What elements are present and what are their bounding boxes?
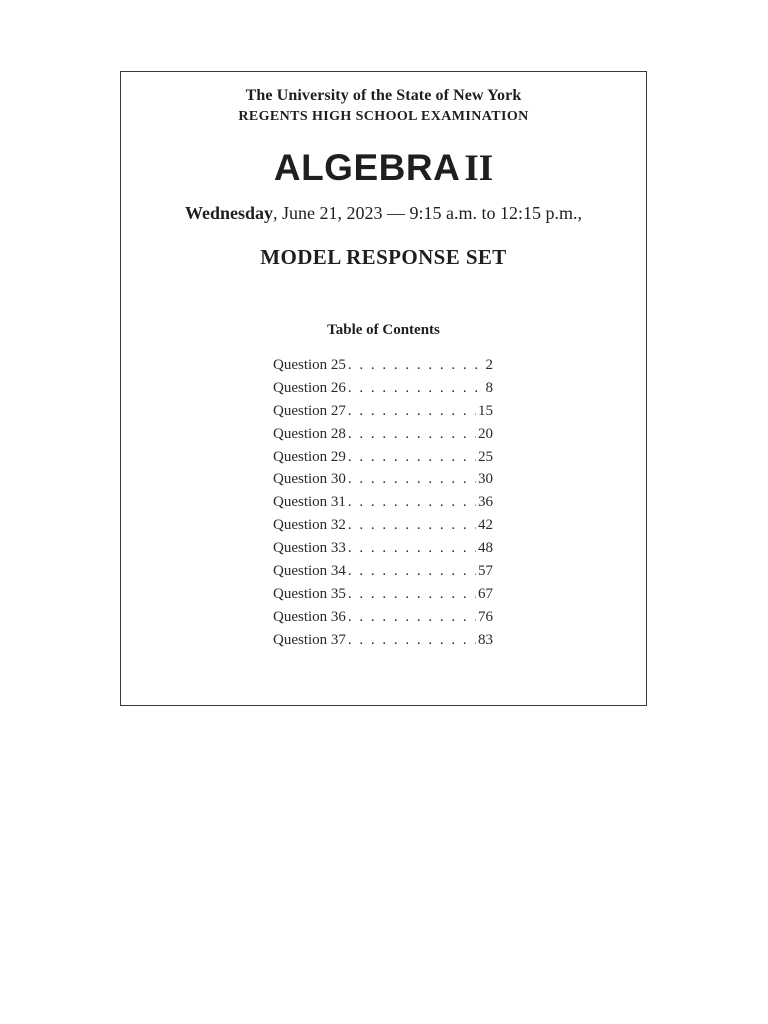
toc-leader-dots — [348, 560, 476, 583]
toc-entry-label: Question 27 — [273, 402, 346, 419]
toc-entry-page: 2 — [485, 357, 493, 373]
toc-leader-dots — [348, 537, 476, 560]
toc-entry — [273, 354, 493, 377]
toc-leader-dots — [348, 377, 484, 400]
exam-subject: ALGEBRA — [273, 147, 461, 188]
toc-entry-page: 83 — [478, 631, 493, 648]
toc-entry-label: Question 26 — [273, 379, 346, 396]
toc-leader-dots — [348, 354, 484, 377]
toc-leader-dots — [348, 400, 476, 423]
toc-entry-page: 8 — [485, 379, 493, 396]
toc-entry-page: 20 — [478, 425, 493, 442]
toc-entry — [273, 606, 493, 629]
toc-entry — [273, 583, 493, 606]
toc-leader-dots — [348, 583, 476, 606]
toc-entry — [273, 377, 493, 400]
table-of-contents — [273, 354, 493, 652]
toc-entry-label: Question 30 — [273, 471, 346, 488]
toc-leader-dots — [348, 446, 476, 469]
toc-entry — [273, 629, 493, 652]
toc-entry — [273, 446, 493, 469]
exam-name: REGENTS HIGH SCHOOL EXAMINATION — [238, 109, 529, 124]
toc-entry-label: Question 34 — [273, 563, 346, 580]
model-response-heading: MODEL RESPONSE SET — [260, 245, 507, 269]
toc-entry-label: Question 32 — [273, 517, 346, 534]
toc-entry-label: Question 33 — [273, 540, 346, 557]
cover-page-frame — [120, 71, 647, 706]
university-name: The University of the State of New York — [245, 87, 522, 104]
toc-leader-dots — [348, 514, 476, 537]
exam-day: Wednesday — [184, 203, 274, 223]
toc-entry-label: Question 31 — [273, 494, 346, 511]
toc-leader-dots — [348, 629, 476, 652]
toc-entry — [273, 400, 493, 423]
toc-entry — [273, 560, 493, 583]
toc-leader-dots — [348, 468, 476, 491]
exam-title — [121, 144, 646, 193]
toc-entry — [273, 491, 493, 514]
toc-leader-dots — [348, 606, 476, 629]
toc-title: Table of Contents — [327, 322, 440, 338]
exam-date-line — [121, 203, 646, 224]
toc-entry-label: Question 28 — [273, 425, 346, 442]
toc-entry-page: 36 — [478, 494, 493, 511]
exam-date-time: , June 21, 2023 — 9:15 a.m. to 12:15 p.m., — [273, 203, 583, 223]
toc-entry-page: 67 — [478, 585, 493, 602]
toc-entry-page: 15 — [478, 402, 493, 419]
toc-entry — [273, 423, 493, 446]
toc-entry-label: Question 25 — [273, 357, 346, 373]
toc-entry-page: 57 — [478, 563, 493, 580]
toc-entry-label: Question 37 — [273, 631, 346, 648]
toc-entry-label: Question 29 — [273, 448, 346, 465]
toc-entry — [273, 468, 493, 491]
toc-entry — [273, 514, 493, 537]
toc-entry-page: 30 — [478, 471, 493, 488]
toc-entry-page: 76 — [478, 608, 493, 625]
toc-leader-dots — [348, 491, 476, 514]
toc-entry-page: 42 — [478, 517, 493, 534]
toc-entry-page: 25 — [478, 448, 493, 465]
toc-leader-dots — [348, 423, 476, 446]
toc-entry-page: 48 — [478, 540, 493, 557]
toc-entry-label: Question 36 — [273, 608, 346, 625]
exam-level: II — [464, 148, 494, 189]
toc-entry — [273, 537, 493, 560]
toc-entry-label: Question 35 — [273, 585, 346, 602]
